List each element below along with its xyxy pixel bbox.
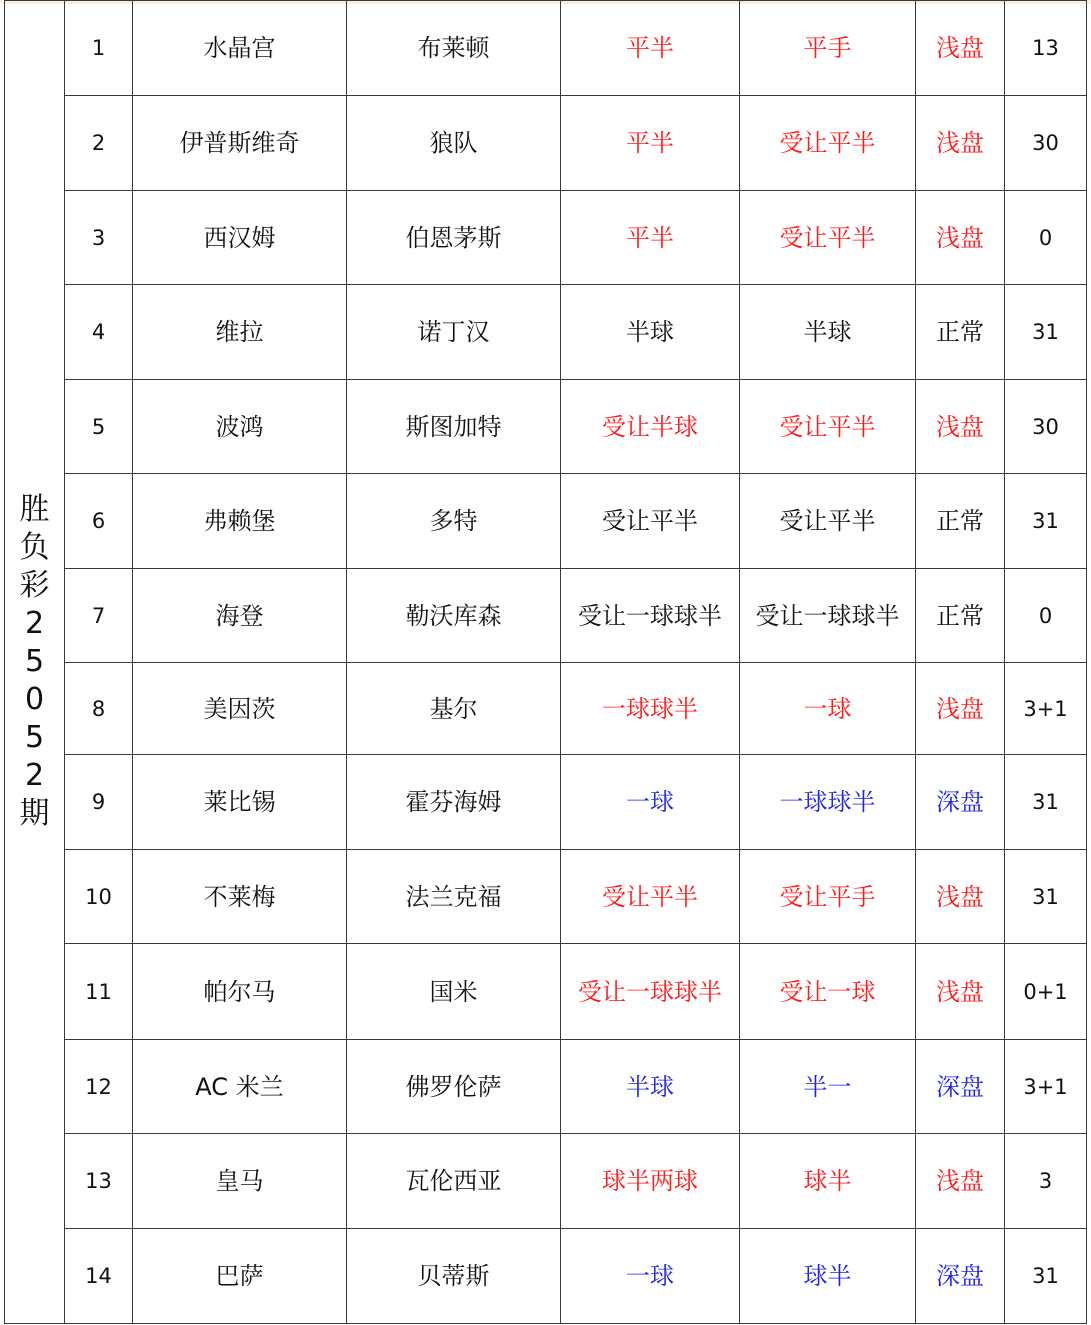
handicap-line-current: 球半 — [740, 1134, 916, 1229]
result-code: 31 — [1005, 474, 1087, 569]
handicap-line-current: 一球 — [740, 663, 916, 755]
handicap-line-initial: 平半 — [561, 1, 740, 96]
match-number: 3 — [65, 191, 133, 285]
match-number: 11 — [65, 944, 133, 1040]
handicap-line-initial: 受让平半 — [561, 850, 740, 944]
table-row — [5, 285, 1087, 380]
handicap-line-initial: 一球 — [561, 1229, 740, 1324]
handicap-line-initial: 球半两球 — [561, 1134, 740, 1229]
handicap-line-current: 受让一球 — [740, 944, 916, 1040]
away-team: 贝蒂斯 — [347, 1229, 561, 1324]
result-code: 31 — [1005, 1229, 1087, 1324]
away-team: 瓦伦西亚 — [347, 1134, 561, 1229]
handicap-line-initial: 受让半球 — [561, 380, 740, 474]
handicap-depth: 浅盘 — [916, 663, 1005, 755]
table-row — [5, 755, 1087, 850]
result-code: 31 — [1005, 755, 1087, 850]
away-team: 霍芬海姆 — [347, 755, 561, 850]
handicap-line-current: 一球球半 — [740, 755, 916, 850]
handicap-line-current: 平手 — [740, 1, 916, 96]
match-number: 7 — [65, 569, 133, 663]
table-row — [5, 663, 1087, 755]
home-team: 波鸿 — [133, 380, 347, 474]
away-team: 基尔 — [347, 663, 561, 755]
match-number: 13 — [65, 1134, 133, 1229]
table-row — [5, 474, 1087, 569]
home-team: 海登 — [133, 569, 347, 663]
result-code: 30 — [1005, 96, 1087, 191]
home-team: 西汉姆 — [133, 191, 347, 285]
handicap-line-initial: 受让平半 — [561, 474, 740, 569]
table-row — [5, 569, 1087, 663]
away-team: 多特 — [347, 474, 561, 569]
handicap-line-initial: 平半 — [561, 191, 740, 285]
handicap-line-initial: 平半 — [561, 96, 740, 191]
home-team: 美因茨 — [133, 663, 347, 755]
handicap-line-current: 受让平半 — [740, 474, 916, 569]
handicap-depth: 浅盘 — [916, 96, 1005, 191]
handicap-depth: 深盘 — [916, 755, 1005, 850]
home-team: 巴萨 — [133, 1229, 347, 1324]
match-number: 1 — [65, 1, 133, 96]
result-code: 0 — [1005, 191, 1087, 285]
table-row — [5, 96, 1087, 191]
away-team: 诺丁汉 — [347, 285, 561, 380]
home-team: AC 米兰 — [133, 1040, 347, 1134]
match-number: 14 — [65, 1229, 133, 1324]
table-body — [5, 1, 1087, 1324]
handicap-line-current: 受让平半 — [740, 96, 916, 191]
handicap-line-initial: 一球 — [561, 755, 740, 850]
handicap-depth: 正常 — [916, 474, 1005, 569]
result-code: 31 — [1005, 850, 1087, 944]
handicap-line-initial: 一球球半 — [561, 663, 740, 755]
result-code: 13 — [1005, 1, 1087, 96]
period-label — [5, 1, 65, 1324]
handicap-depth: 浅盘 — [916, 850, 1005, 944]
match-number: 6 — [65, 474, 133, 569]
home-team: 维拉 — [133, 285, 347, 380]
away-team: 国米 — [347, 944, 561, 1040]
handicap-line-current: 半球 — [740, 285, 916, 380]
handicap-depth: 浅盘 — [916, 191, 1005, 285]
handicap-line-initial: 受让一球球半 — [561, 944, 740, 1040]
table-row — [5, 1134, 1087, 1229]
result-code: 0 — [1005, 569, 1087, 663]
away-team: 伯恩茅斯 — [347, 191, 561, 285]
home-team: 莱比锡 — [133, 755, 347, 850]
result-code: 31 — [1005, 285, 1087, 380]
match-number: 10 — [65, 850, 133, 944]
away-team: 佛罗伦萨 — [347, 1040, 561, 1134]
home-team: 弗赖堡 — [133, 474, 347, 569]
handicap-line-initial: 半球 — [561, 1040, 740, 1134]
away-team: 狼队 — [347, 96, 561, 191]
lottery-odds-table — [4, 0, 1087, 1324]
handicap-line-current: 受让平半 — [740, 191, 916, 285]
handicap-depth: 浅盘 — [916, 1, 1005, 96]
handicap-depth: 浅盘 — [916, 944, 1005, 1040]
handicap-depth: 正常 — [916, 569, 1005, 663]
home-team: 水晶宫 — [133, 1, 347, 96]
handicap-depth: 浅盘 — [916, 1134, 1005, 1229]
table-row — [5, 944, 1087, 1040]
table-row — [5, 850, 1087, 944]
handicap-line-current: 球半 — [740, 1229, 916, 1324]
handicap-depth: 正常 — [916, 285, 1005, 380]
result-code: 3+1 — [1005, 1040, 1087, 1134]
match-number: 12 — [65, 1040, 133, 1134]
result-code: 0+1 — [1005, 944, 1087, 1040]
match-number: 5 — [65, 380, 133, 474]
handicap-depth: 浅盘 — [916, 380, 1005, 474]
period-label-text: 胜负彩25052期 — [19, 492, 50, 831]
handicap-depth: 深盘 — [916, 1229, 1005, 1324]
table-row — [5, 191, 1087, 285]
handicap-line-current: 受让一球球半 — [740, 569, 916, 663]
home-team: 不莱梅 — [133, 850, 347, 944]
home-team: 皇马 — [133, 1134, 347, 1229]
handicap-depth: 深盘 — [916, 1040, 1005, 1134]
table-row — [5, 1229, 1087, 1324]
home-team: 帕尔马 — [133, 944, 347, 1040]
away-team: 布莱顿 — [347, 1, 561, 96]
result-code: 3+1 — [1005, 663, 1087, 755]
handicap-line-initial: 半球 — [561, 285, 740, 380]
result-code: 3 — [1005, 1134, 1087, 1229]
table-row — [5, 380, 1087, 474]
table-row — [5, 1, 1087, 96]
match-number: 4 — [65, 285, 133, 380]
away-team: 法兰克福 — [347, 850, 561, 944]
away-team: 斯图加特 — [347, 380, 561, 474]
match-number: 8 — [65, 663, 133, 755]
result-code: 30 — [1005, 380, 1087, 474]
handicap-line-current: 受让平手 — [740, 850, 916, 944]
table-row — [5, 1040, 1087, 1134]
match-number: 9 — [65, 755, 133, 850]
away-team: 勒沃库森 — [347, 569, 561, 663]
handicap-line-current: 受让平半 — [740, 380, 916, 474]
handicap-line-current: 半一 — [740, 1040, 916, 1134]
home-team: 伊普斯维奇 — [133, 96, 347, 191]
match-number: 2 — [65, 96, 133, 191]
handicap-line-initial: 受让一球球半 — [561, 569, 740, 663]
